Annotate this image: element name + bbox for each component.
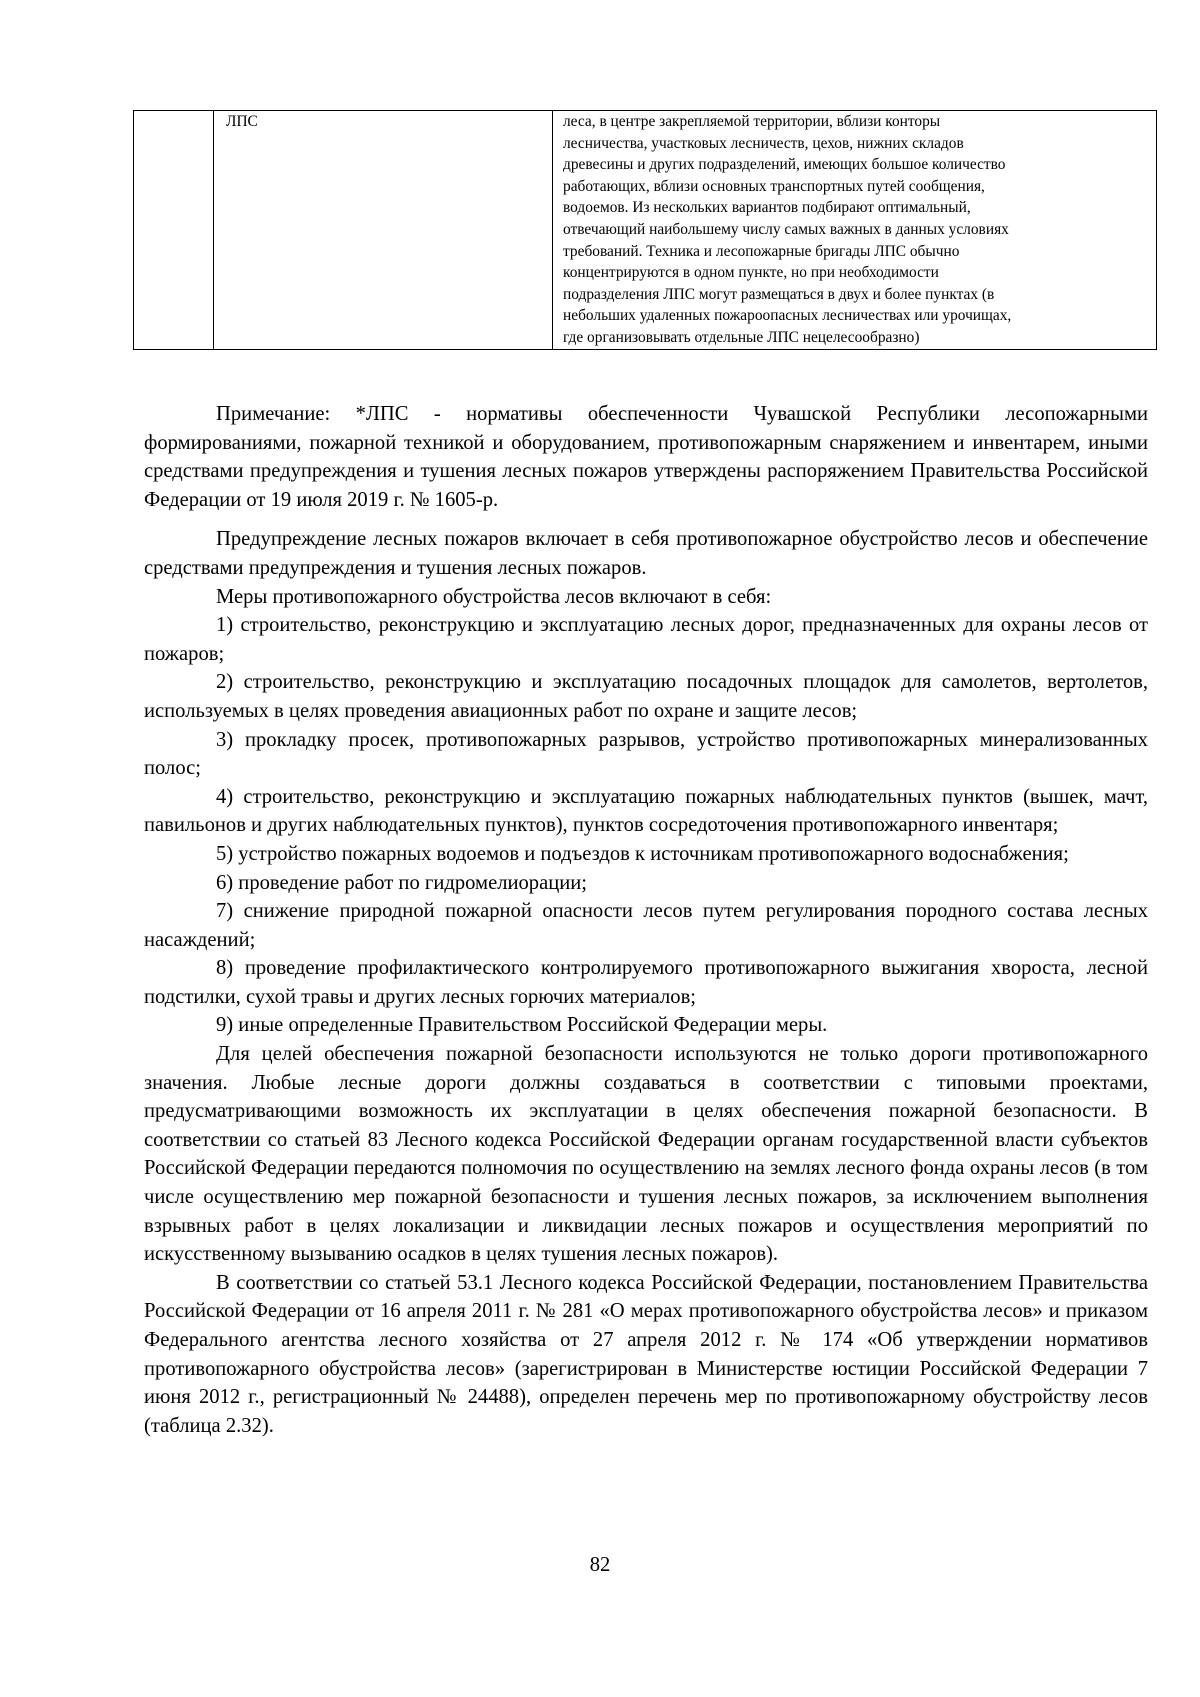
list-item: 3) прокладку просек, противопожарных разрывов, устройство противопожарных минерализованных полос;: [144, 728, 1148, 780]
paragraph-prevention: Предупреждение лесных пожаров включает в себя противопожарное обустройство лесов и обеспечение средствами предупреждения и тушения лесных пожаров.: [144, 528, 1148, 579]
table-row: [134, 111, 1157, 350]
list-item: 1) строительство, реконструкцию и эксплуатацию лесных дорог, предназначенных для охраны лесов от пожаров;: [144, 614, 1148, 665]
table-note: Примечание: *ЛПС - нормативы обеспеченности Чувашской Республики лесопожарными формированиями, пожарной техникой и оборудованием, противопожарным снаряжением и инвентарем, иными средствами предупреждения и тушения лесных пожаров утверждены распоряжением Правительства Российской Федерации от 19 июля 2019 г. № 1605-р.: [144, 403, 1148, 511]
table-cell-line: отвечающий наибольшему числу самых важных в данных условиях: [563, 220, 1009, 238]
table-cell-line: требований. Техника и лесопожарные бригады ЛПС обычно: [563, 242, 960, 260]
list-item: 6) проведение работ по гидромелиорации;: [216, 871, 588, 894]
paragraph-roads: Для целей обеспечения пожарной безопасности используются не только дороги противопожарного значения. Любые лесные дороги должны создаваться в соответствии с типовыми проектами, предусматривающими возможность их эксплуатации в целях обеспечения пожарной безопасности. В соответствии со статьей 83 Лесного кодекса Российской Федерации органам государственной власти субъектов Российской Федерации передаются полномочия по осуществлению на землях лесного фонда охраны лесов (в том числе осуществлению мер пожарной безопасности и тушения лесных пожаров, за исключением выполнения взрывных работ в целях локализации и ликвидации лесных пожаров и осуществления мероприятий по искусственному вызыванию осадков в целях тушения лесных пожаров).: [144, 1043, 1148, 1266]
list-item: 8) проведение профилактического контролируемого противопожарного выжигания хвороста, лесной подстилки, сухой травы и других лесных горючих материалов;: [144, 957, 1148, 1008]
table-cell-line: древесины и других подразделений, имеющих большое количество: [563, 156, 1006, 174]
table-cell-line: подразделения ЛПС могут размещаться в двух и более пунктах (в: [563, 285, 995, 303]
paragraph-legal-basis: В соответствии со статьей 53.1 Лесного кодекса Российской Федерации, постановлением Правительства Российской Федерации от 16 апреля 2011 г. № 281 «О мерах противопожарного обустройства лесов» и приказом Федерального агентства лесного хозяйства от 27 апреля 2012 г. № 174 «Об утверждении нормативов противопожарного обустройства лесов» (зарегистрирован в Министерстве юстиции Российской Федерации 7 июня 2012 г., регистрационный № 24488), определен перечень мер по противопожарному обустройству лесов (таблица 2.32).: [144, 1271, 1148, 1437]
table-cell-line: работающих, вблизи основных транспортных путей сообщения,: [563, 177, 985, 195]
list-item: 7) снижение природной пожарной опасности лесов путем регулирования породного состава лесных насаждений;: [144, 900, 1148, 951]
table-cell-number: [134, 111, 214, 350]
table-cell-unit: ЛПС: [214, 111, 553, 350]
table-cell-line: лесничества, участковых лесничеств, цехов, нижних складов: [563, 134, 964, 152]
body-text: [144, 400, 1148, 1440]
page-number: 82: [589, 1554, 611, 1576]
list-item: 5) устройство пожарных водоемов и подъездов к источникам противопожарного водоснабжения;: [216, 842, 1069, 865]
measures-table-fragment: [133, 110, 1157, 350]
table-cell-line: где организовывать отдельные ЛПС нецелесообразно): [563, 328, 920, 346]
table-cell-line: небольших удаленных пожароопасных лесничествах или урочищах,: [563, 307, 1012, 325]
list-item: 2) строительство, реконструкцию и эксплуатацию посадочных площадок для самолетов, вертолетов, используемых в целях проведения авиационных работ по охране и защите лесов;: [144, 671, 1148, 722]
table-cell-line: концентрируются в одном пункте, но при необходимости: [563, 264, 939, 282]
list-item: 4) строительство, реконструкцию и эксплуатацию пожарных наблюдательных пунктов (вышек, мачт, павильонов и других наблюдательных пунктов), пунктов сосредоточения противопожарного инвентаря;: [144, 785, 1148, 837]
paragraph-measures-intro: Меры противопожарного обустройства лесов включают в себя:: [216, 585, 772, 608]
table-cell-description: [553, 111, 1157, 350]
list-item: 9) иные определенные Правительством Российской Федерации меры.: [216, 1014, 828, 1037]
table-cell-line: водоемов. Из нескольких вариантов подбирают оптимальный,: [563, 199, 971, 217]
table-cell-line: леса, в центре закрепляемой территории, вблизи конторы: [563, 113, 941, 130]
